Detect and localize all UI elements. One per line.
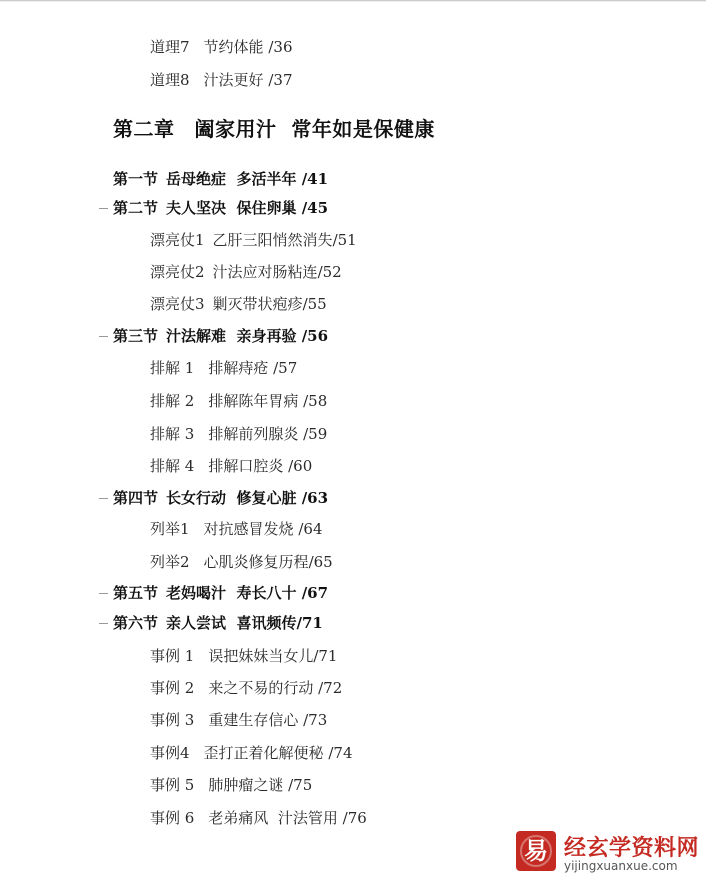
entry-title: 汁法更好	[203, 71, 264, 89]
entry-label: 道理8	[150, 71, 190, 89]
entry-label: 排解 1	[150, 359, 195, 377]
toc-entry-paijie-2	[150, 394, 327, 409]
toc-section-1	[113, 172, 328, 187]
entry-title: 老弟痛风 汁法管用	[208, 809, 338, 827]
entry-title: 剿灭带状疱疹	[212, 295, 303, 313]
entry-page: /51	[332, 231, 357, 249]
section-number: 第六节	[113, 614, 159, 632]
scan-mark	[99, 623, 108, 624]
toc-entry-paijie-1	[150, 361, 297, 376]
section-number: 第五节	[113, 584, 159, 602]
yi-logo-icon	[516, 831, 556, 871]
toc-entry-lieju-2	[150, 555, 333, 570]
entry-label: 漂亮仗3	[150, 295, 205, 313]
toc-entry-daoli-7	[150, 40, 292, 55]
logo-glyph: 易	[524, 836, 548, 865]
section-page: /45	[301, 199, 329, 217]
entry-label: 事例 1	[150, 647, 195, 665]
entry-title: 汁法应对肠粘连	[212, 263, 318, 281]
entry-title: 排解陈年胃病	[208, 392, 299, 410]
entry-label: 事例 3	[150, 711, 195, 729]
section-number: 第三节	[113, 327, 159, 345]
entry-page: /73	[303, 711, 328, 729]
section-title: 汁法解难 亲身再验	[166, 327, 297, 345]
watermark-url: yijingxuanxue.com	[564, 859, 678, 873]
chapter-title: 阖家用汁 常年如是保健康	[194, 117, 435, 141]
section-page: /71	[296, 614, 323, 632]
toc-section-4	[113, 491, 328, 506]
entry-label: 列举1	[150, 520, 190, 538]
entry-page: /71	[313, 647, 338, 665]
chapter-heading	[113, 119, 435, 139]
toc-entry-shili-5	[150, 778, 312, 793]
entry-title: 排解痔疮	[208, 359, 269, 377]
logo-icon	[516, 831, 556, 871]
chapter-number: 第二章	[113, 117, 175, 141]
scan-mark	[99, 336, 108, 337]
entry-page: /60	[288, 457, 313, 475]
entry-title: 重建生存信心	[208, 711, 299, 729]
entry-page: /65	[308, 553, 333, 571]
section-page: /41	[301, 170, 329, 188]
entry-title: 对抗感冒发烧	[203, 520, 294, 538]
entry-page: /74	[328, 744, 353, 762]
toc-entry-lieju-1	[150, 522, 322, 537]
entry-title: 排解口腔炎	[208, 457, 284, 475]
entry-title: 歪打正着化解便秘	[203, 744, 324, 762]
entry-page: /72	[318, 679, 343, 697]
toc-entry-shili-4	[150, 746, 352, 761]
toc-section-2	[113, 201, 328, 216]
toc-section-6	[113, 616, 323, 631]
entry-label: 漂亮仗2	[150, 263, 205, 281]
entry-page: /36	[268, 38, 293, 56]
toc-section-3	[113, 329, 328, 344]
scan-mark	[99, 208, 108, 209]
entry-page: /59	[303, 425, 328, 443]
entry-label: 漂亮仗1	[150, 231, 205, 249]
section-page: /67	[301, 584, 329, 602]
section-title: 岳母绝症 多活半年	[166, 170, 297, 188]
entry-page: /75	[288, 776, 313, 794]
watermark-title: 经玄学资料网	[564, 836, 700, 861]
entry-title: 节约体能	[203, 38, 264, 56]
toc-entry-piaoliang-2	[150, 265, 342, 280]
entry-page: /58	[303, 392, 328, 410]
section-page: /56	[301, 327, 329, 345]
entry-label: 事例4	[150, 744, 190, 762]
toc-entry-shili-1	[150, 649, 337, 664]
section-page: /63	[301, 489, 329, 507]
toc-entry-shili-3	[150, 713, 327, 728]
entry-label: 事例 2	[150, 679, 195, 697]
entry-label: 排解 4	[150, 457, 195, 475]
entry-title: 排解前列腺炎	[208, 425, 299, 443]
toc-entry-daoli-8	[150, 73, 292, 88]
entry-label: 列举2	[150, 553, 190, 571]
site-watermark[interactable]	[516, 829, 700, 879]
entry-label: 事例 5	[150, 776, 195, 794]
section-title: 长女行动 修复心脏	[166, 489, 297, 507]
toc-entry-paijie-3	[150, 427, 327, 442]
entry-title: 误把妹妹当女儿	[208, 647, 314, 665]
entry-title: 肺肿瘤之谜	[208, 776, 284, 794]
section-number: 第四节	[113, 489, 159, 507]
scan-mark	[99, 498, 108, 499]
entry-label: 道理7	[150, 38, 190, 56]
section-title: 亲人尝试 喜讯频传	[166, 614, 297, 632]
section-title: 夫人坚决 保住卵巢	[166, 199, 297, 217]
entry-page: /52	[317, 263, 342, 281]
entry-label: 排解 3	[150, 425, 195, 443]
toc-entry-shili-2	[150, 681, 342, 696]
entry-page: /55	[302, 295, 327, 313]
entry-page: /37	[268, 71, 293, 89]
top-edge-rule	[0, 0, 706, 2]
section-title: 老妈喝汁 寿长八十	[166, 584, 297, 602]
section-number: 第二节	[113, 199, 159, 217]
entry-page: /76	[342, 809, 367, 827]
entry-label: 排解 2	[150, 392, 195, 410]
entry-title: 来之不易的行动	[208, 679, 314, 697]
toc-section-5	[113, 586, 328, 601]
scan-mark	[99, 593, 108, 594]
toc-entry-shili-6	[150, 811, 367, 826]
entry-title: 乙肝三阳悄然消失	[212, 231, 333, 249]
entry-page: /64	[298, 520, 323, 538]
toc-entry-paijie-4	[150, 459, 312, 474]
entry-title: 心肌炎修复历程	[203, 553, 309, 571]
entry-page: /57	[273, 359, 298, 377]
entry-label: 事例 6	[150, 809, 195, 827]
section-number: 第一节	[113, 170, 159, 188]
toc-entry-piaoliang-3	[150, 297, 327, 312]
toc-entry-piaoliang-1	[150, 233, 357, 248]
